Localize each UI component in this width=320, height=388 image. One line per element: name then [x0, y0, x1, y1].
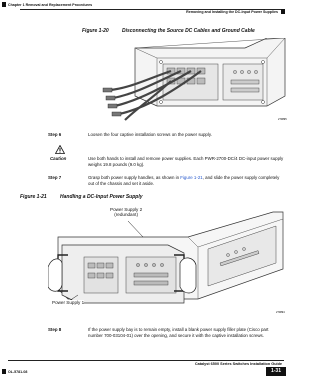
- figure-1-21-id: 270894: [276, 311, 285, 314]
- guide-title: Catalyst 6500 Series Switches Installation Guide: [194, 362, 282, 366]
- chapter-header: Chapter 1 Removal and Replacement Procedures: [8, 3, 93, 7]
- figure-1-20-caption: [82, 28, 255, 34]
- figure-1-21-caption: [20, 194, 143, 200]
- footer-corner-mark: [2, 369, 6, 374]
- step-7-label: Step 7: [48, 175, 62, 180]
- figure-title: Handling a DC-Input Power Supply: [60, 194, 143, 200]
- header-corner-mark: [2, 2, 6, 7]
- power-supply-2-label: Power Supply 2: [110, 207, 143, 212]
- step-7-text-end: , and slide the power supply completely out of the chassis and set it aside.: [88, 175, 280, 186]
- step-6-text: Loosen the four captive installation screws on the power supply.: [88, 132, 212, 137]
- section-header: Removing and Installing the DC-Input Power Supplies: [186, 10, 278, 14]
- step-8-text: If the power supply bay is to remain empty, install a blank power supply filler plate (Cisco part number 700-03104-01) over the opening, and secure it with the captive installation screws.: [88, 327, 269, 338]
- figure-1-20-id: 270895: [278, 118, 287, 121]
- footer-rule: [8, 360, 284, 361]
- step-6-label: Step 6: [48, 132, 62, 137]
- step-7-text-start: Grasp both power supply handles, as shown in: [88, 175, 181, 180]
- figure-title: Disconnecting the Source DC Cables and Ground Cable: [122, 28, 255, 34]
- page-number: 1-31: [266, 367, 286, 376]
- figure-number: Figure 1-21: [20, 194, 47, 200]
- figure-number: Figure 1-20: [82, 28, 109, 34]
- caution-icon: [55, 145, 65, 154]
- figure-1-21-link[interactable]: Figure 1-21: [180, 175, 203, 180]
- caution-label: Caution: [50, 156, 67, 161]
- step-8-label: Step 8: [48, 327, 62, 332]
- step-7-text: [88, 175, 284, 187]
- header-section-mark: [281, 9, 285, 14]
- power-supply-2-note: (redundant): [114, 212, 138, 217]
- power-supply-1-callout: Power Supply 1: [52, 300, 85, 305]
- part-number: OL-5781-08: [8, 370, 28, 374]
- figure-1-20-illustration: [95, 38, 290, 124]
- power-supply-2-callout: [110, 207, 142, 217]
- caution-text: Use both hands to install and remove power supplies. Each PWR-2700-DC/4 DC-input power supply weighs 19.8 pounds (9.0 kg).: [88, 156, 284, 167]
